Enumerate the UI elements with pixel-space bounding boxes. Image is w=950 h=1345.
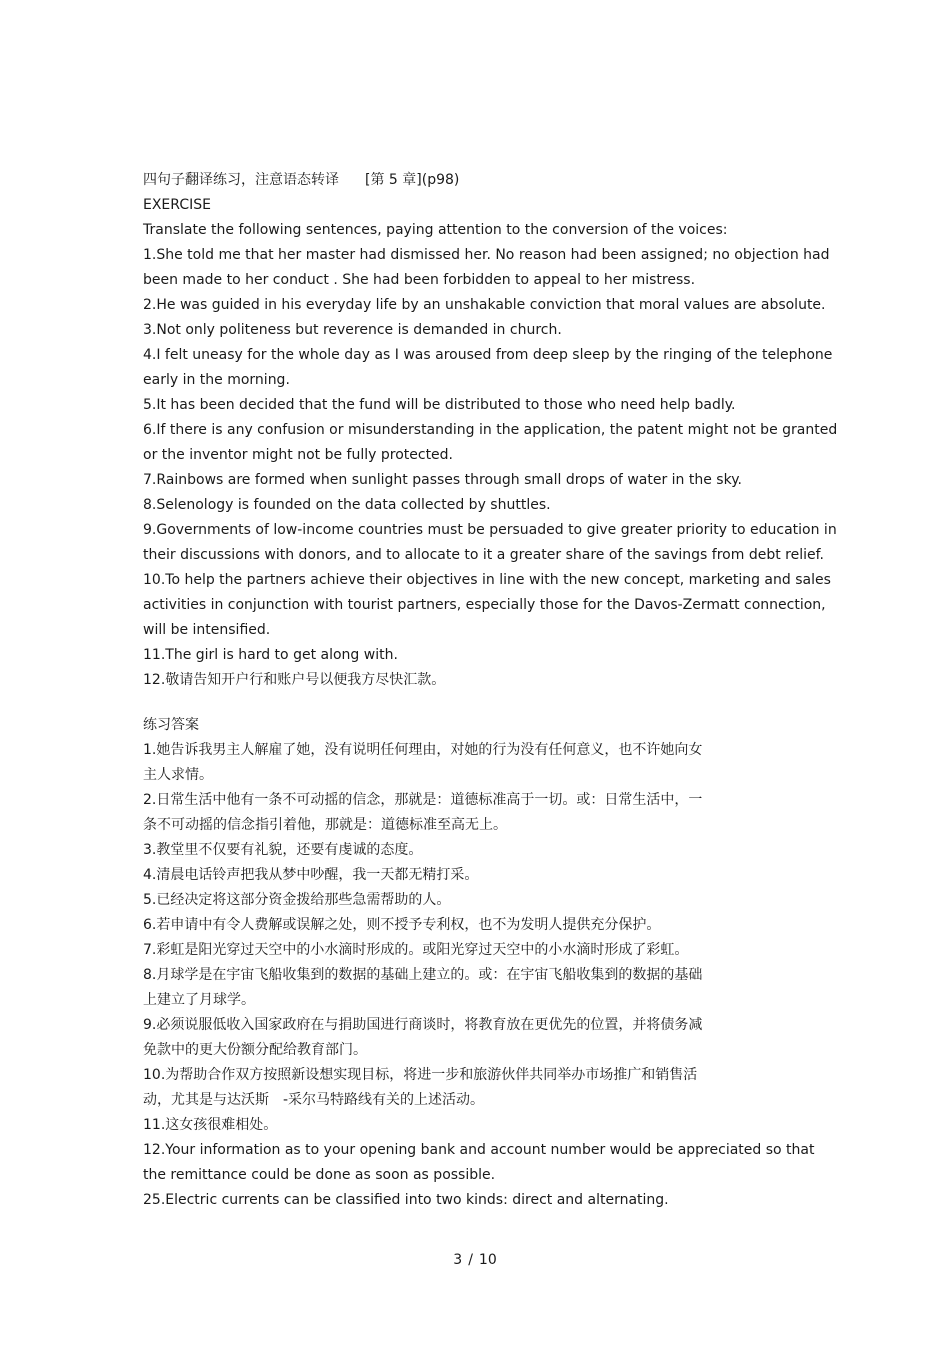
exercise-text-line: 5.It has been decided that the fund will be distributed to those who need help badly. (143, 397, 736, 413)
answer-text-line: 10.为帮助合作双方按照新设想实现目标，将进一步和旅游伙伴共同举办市场推广和销售活 (143, 1067, 698, 1083)
answer-text-line: 上建立了月球学。 (143, 992, 255, 1008)
answer-text-line: 条不可动摇的信念指引着他，那就是：道德标准至高无上。 (143, 817, 507, 833)
page-number (0, 1250, 950, 1270)
page-separator: / (468, 1252, 473, 1268)
section-title-text: 四句子翻译练习，注意语态转译 (143, 172, 339, 188)
exercise-text-line: 1.She told me that her master had dismissed her. No reason had been assigned; no objection had (143, 247, 830, 263)
chapter-reference: [第 5 章](p98) (365, 172, 460, 188)
exercise-text-line: their discussions with donors, and to allocate to it a greater share of the savings from debt relief. (143, 547, 824, 563)
answer-text-line: 8.月球学是在宇宙飞船收集到的数据的基础上建立的。或：在宇宙飞船收集到的数据的基础 (143, 967, 703, 983)
exercise-text-line: been made to her conduct . She had been forbidden to appeal to her mistress. (143, 272, 696, 288)
exercise-text-line: 3.Not only politeness but reverence is demanded in church. (143, 322, 562, 338)
answer-text-line: 2.日常生活中他有一条不可动摇的信念，那就是：道德标准高于一切。或：日常生活中，一 (143, 792, 703, 808)
current-page-number: 3 (453, 1252, 463, 1268)
exercise-text-line: 9.Governments of low-income countries must be persuaded to give greater priority to education in (143, 522, 837, 538)
answer-text-line: 主人求情。 (143, 767, 213, 783)
answer-text-line: 4.清晨电话铃声把我从梦中吵醒，我一天都无精打采。 (143, 867, 479, 883)
exercise-text-line: 4.I felt uneasy for the whole day as I was aroused from deep sleep by the ringing of the telephone (143, 347, 833, 363)
answer-text-line: 6.若申请中有令人费解或误解之处，则不授予专利权，也不为发明人提供充分保护。 (143, 917, 661, 933)
exercise-label: EXERCISE (143, 197, 211, 213)
exercise-text-line: 8.Selenology is founded on the data collected by shuttles. (143, 497, 551, 513)
answer-text-line: 9.必须说服低收入国家政府在与捐助国进行商谈时，将教育放在更优先的位置，并将债务减 (143, 1017, 703, 1033)
exercise-text-line: will be intensified. (143, 622, 271, 638)
exercise-text-line: 12.敬请告知开户行和账户号以便我方尽快汇款。 (143, 672, 446, 688)
exercise-text-line: early in the morning. (143, 372, 290, 388)
exercise-text-line: 10.To help the partners achieve their objectives in line with the new concept, marketing and sales (143, 572, 831, 588)
exercise-text-line: 6.If there is any confusion or misunderstanding in the application, the patent might not be granted (143, 422, 838, 438)
section-title (143, 168, 803, 193)
total-pages: 10 (478, 1252, 497, 1268)
answers-heading: 练习答案 (143, 717, 199, 733)
answer-text-line: 动，尤其是与达沃斯 -采尔马特路线有关的上述活动。 (143, 1092, 485, 1108)
exercise-text-line: 11.The girl is hard to get along with. (143, 647, 398, 663)
exercise-list (143, 243, 838, 693)
exercise-text-line: or the inventor might not be fully protected. (143, 447, 454, 463)
page-content (143, 168, 838, 1213)
exercise-text-line: activities in conjunction with tourist partners, especially those for the Davos-Zermatt connection, (143, 597, 826, 613)
exercise-text-line: 2.He was guided in his everyday life by an unshakable conviction that moral values are absolute. (143, 297, 826, 313)
answer-text-line: 25.Electric currents can be classified into two kinds: direct and alternating. (143, 1192, 669, 1208)
answer-text-line: the remittance could be done as soon as possible. (143, 1167, 496, 1183)
spacer (143, 693, 803, 713)
exercise-instruction: Translate the following sentences, paying attention to the conversion of the voices: (143, 222, 728, 238)
answer-list (143, 738, 815, 1213)
answer-text-line: 12.Your information as to your opening bank and account number would be appreciated so that (143, 1142, 815, 1158)
answer-text-line: 11.这女孩很难相处。 (143, 1117, 278, 1133)
answer-text-line: 7.彩虹是阳光穿过天空中的小水滴时形成的。或阳光穿过天空中的小水滴时形成了彩虹。 (143, 942, 689, 958)
answer-text-line: 3.教堂里不仅要有礼貌，还要有虔诚的态度。 (143, 842, 423, 858)
answer-text-line: 免款中的更大份额分配给教育部门。 (143, 1042, 367, 1058)
answer-text-line: 1.她告诉我男主人解雇了她，没有说明任何理由，对她的行为没有任何意义，也不许她向女 (143, 742, 703, 758)
exercise-text-line: 7.Rainbows are formed when sunlight passes through small drops of water in the sky. (143, 472, 742, 488)
answer-text-line: 5.已经决定将这部分资金拨给那些急需帮助的人。 (143, 892, 451, 908)
